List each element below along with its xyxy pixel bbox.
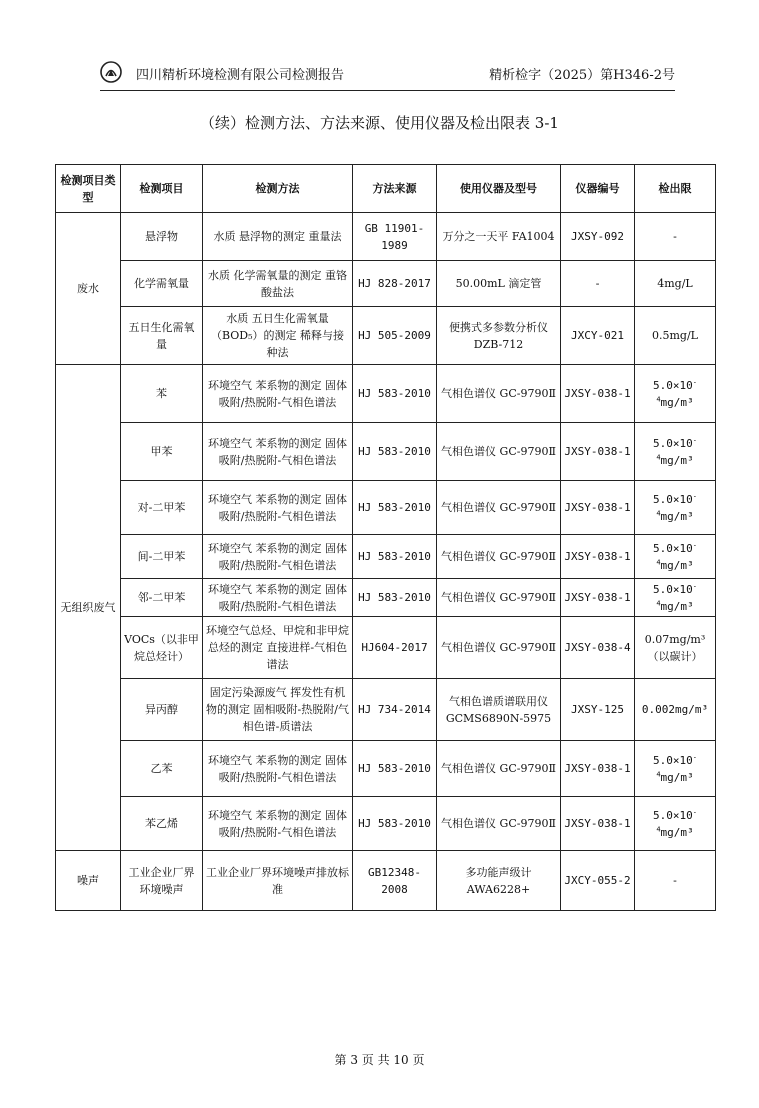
- category-cell: 噪声: [56, 851, 121, 911]
- item-cell: 悬浮物: [121, 213, 203, 261]
- page-number: 第 3 页 共 10 页: [334, 1053, 425, 1067]
- instrument-id-cell: JXSY-038-1: [561, 365, 635, 423]
- instrument-cell: 便携式多参数分析仪 DZB-712: [437, 307, 561, 365]
- instrument-cell: 气相色谱仪 GC-9790Ⅱ: [437, 617, 561, 679]
- limit-cell: [635, 579, 716, 617]
- instrument-id-cell: JXCY-055-2: [561, 851, 635, 911]
- source-cell: HJ604-2017: [353, 617, 437, 679]
- source-cell: HJ 583-2010: [353, 365, 437, 423]
- table-row: [56, 797, 716, 851]
- header-item: 检测项目: [121, 165, 203, 213]
- limit-cell: [635, 535, 716, 579]
- item-cell: VOCs（以非甲烷总烃计）: [121, 617, 203, 679]
- source-cell: HJ 583-2010: [353, 741, 437, 797]
- limit-exponent: -4: [656, 491, 697, 517]
- method-cell: 环境空气 苯系物的测定 固体吸附/热脱附-气相色谱法: [203, 365, 353, 423]
- instrument-id-cell: JXSY-125: [561, 679, 635, 741]
- limit-exponent: -4: [656, 752, 697, 778]
- source-cell: HJ 583-2010: [353, 535, 437, 579]
- limit-unit: mg/m³: [660, 558, 694, 572]
- limit-cell: -: [635, 851, 716, 911]
- instrument-id-cell: JXSY-038-1: [561, 481, 635, 535]
- limit-exponent: -4: [656, 807, 697, 833]
- method-cell: 水质 化学需氧量的测定 重铬酸盐法: [203, 261, 353, 307]
- header-method: 检测方法: [203, 165, 353, 213]
- source-cell: HJ 583-2010: [353, 579, 437, 617]
- item-cell: 异丙醇: [121, 679, 203, 741]
- instrument-id-cell: JXSY-038-1: [561, 535, 635, 579]
- limit-exponent: -4: [656, 581, 697, 607]
- instrument-id-cell: JXCY-021: [561, 307, 635, 365]
- item-cell: 苯乙烯: [121, 797, 203, 851]
- category-cell: 废水: [56, 213, 121, 365]
- table-row: [56, 579, 716, 617]
- instrument-cell: 气相色谱仪 GC-9790Ⅱ: [437, 365, 561, 423]
- header-instrument-id: 仪器编号: [561, 165, 635, 213]
- instrument-cell: 气相色谱仪 GC-9790Ⅱ: [437, 741, 561, 797]
- limit-exponent: -4: [656, 540, 697, 566]
- source-cell: HJ 828-2017: [353, 261, 437, 307]
- limit-base: 5.0×10: [653, 436, 693, 450]
- instrument-cell: 气相色谱仪 GC-9790Ⅱ: [437, 423, 561, 481]
- instrument-cell: 气相色谱仪 GC-9790Ⅱ: [437, 797, 561, 851]
- table-row: [56, 213, 716, 261]
- limit-cell: 0.5mg/L: [635, 307, 716, 365]
- limit-unit: mg/m³: [660, 395, 694, 409]
- item-cell: 甲苯: [121, 423, 203, 481]
- header-limit: 检出限: [635, 165, 716, 213]
- limit-base: 5.0×10: [653, 753, 693, 767]
- limit-cell: [635, 741, 716, 797]
- table-row: [56, 307, 716, 365]
- table-row: [56, 741, 716, 797]
- instrument-id-cell: -: [561, 261, 635, 307]
- method-cell: 环境空气 苯系物的测定 固体吸附/热脱附-气相色谱法: [203, 579, 353, 617]
- limit-unit: mg/m³: [660, 453, 694, 467]
- limit-cell: [635, 797, 716, 851]
- source-cell: HJ 734-2014: [353, 679, 437, 741]
- instrument-cell: 气相色谱仪 GC-9790Ⅱ: [437, 481, 561, 535]
- limit-exponent: -4: [656, 435, 697, 461]
- table-title: （续）检测方法、方法来源、使用仪器及检出限表 3-1: [200, 114, 559, 132]
- limit-base: 5.0×10: [653, 492, 693, 506]
- table-row: [56, 423, 716, 481]
- method-cell: 水质 悬浮物的测定 重量法: [203, 213, 353, 261]
- method-cell: 环境空气总烃、甲烷和非甲烷总烃的测定 直接进样-气相色谱法: [203, 617, 353, 679]
- header-instrument: 使用仪器及型号: [437, 165, 561, 213]
- source-cell: HJ 505-2009: [353, 307, 437, 365]
- method-cell: 水质 五日生化需氧量（BOD₅）的测定 稀释与接种法: [203, 307, 353, 365]
- method-cell: 环境空气 苯系物的测定 固体吸附/热脱附-气相色谱法: [203, 481, 353, 535]
- table-row: [56, 365, 716, 423]
- method-cell: 环境空气 苯系物的测定 固体吸附/热脱附-气相色谱法: [203, 535, 353, 579]
- page-header: [100, 60, 675, 91]
- header-source: 方法来源: [353, 165, 437, 213]
- instrument-id-cell: JXSY-038-1: [561, 579, 635, 617]
- limit-unit: mg/m³: [660, 825, 694, 839]
- instrument-cell: 多功能声级计 AWA6228+: [437, 851, 561, 911]
- instrument-id-cell: JXSY-038-1: [561, 797, 635, 851]
- limit-base: 5.0×10: [653, 378, 693, 392]
- table-row: [56, 617, 716, 679]
- limit-cell: 4mg/L: [635, 261, 716, 307]
- instrument-cell: 气相色谱质谱联用仪 GCMS6890N-5975: [437, 679, 561, 741]
- instrument-id-cell: JXSY-038-1: [561, 423, 635, 481]
- category-cell: 无组织废气: [56, 365, 121, 851]
- limit-unit: mg/m³: [660, 770, 694, 784]
- item-cell: 邻-二甲苯: [121, 579, 203, 617]
- methods-table: [55, 164, 716, 911]
- table-row: [56, 261, 716, 307]
- limit-cell: 0.07mg/m³（以碳计）: [635, 617, 716, 679]
- instrument-id-cell: JXSY-038-4: [561, 617, 635, 679]
- limit-exponent: -4: [656, 377, 697, 403]
- item-cell: 五日生化需氧量: [121, 307, 203, 365]
- header-category: 检测项目类型: [56, 165, 121, 213]
- report-number: 精析检字（2025）第H346-2号: [489, 68, 675, 83]
- table-row: [56, 481, 716, 535]
- source-cell: GB 11901-1989: [353, 213, 437, 261]
- item-cell: 化学需氧量: [121, 261, 203, 307]
- table-row: [56, 851, 716, 911]
- instrument-cell: 50.00mL 滴定管: [437, 261, 561, 307]
- limit-cell: [635, 423, 716, 481]
- method-cell: 工业企业厂界环境噪声排放标准: [203, 851, 353, 911]
- instrument-cell: 气相色谱仪 GC-9790Ⅱ: [437, 579, 561, 617]
- limit-base: 5.0×10: [653, 808, 693, 822]
- item-cell: 乙苯: [121, 741, 203, 797]
- instrument-id-cell: JXSY-092: [561, 213, 635, 261]
- instrument-id-cell: JXSY-038-1: [561, 741, 635, 797]
- source-cell: HJ 583-2010: [353, 423, 437, 481]
- limit-unit: mg/m³: [660, 599, 694, 613]
- item-cell: 间-二甲苯: [121, 535, 203, 579]
- limit-base: 5.0×10: [653, 541, 693, 555]
- source-cell: HJ 583-2010: [353, 797, 437, 851]
- limit-unit: mg/m³: [660, 509, 694, 523]
- method-cell: 环境空气 苯系物的测定 固体吸附/热脱附-气相色谱法: [203, 423, 353, 481]
- method-cell: 固定污染源废气 挥发性有机物的测定 固相吸附-热脱附/气相色谱-质谱法: [203, 679, 353, 741]
- limit-cell: 0.002mg/m³: [635, 679, 716, 741]
- limit-cell: [635, 481, 716, 535]
- table-header-row: [56, 165, 716, 213]
- source-cell: GB12348-2008: [353, 851, 437, 911]
- limit-base: 5.0×10: [653, 582, 693, 596]
- method-cell: 环境空气 苯系物的测定 固体吸附/热脱附-气相色谱法: [203, 797, 353, 851]
- method-cell: 环境空气 苯系物的测定 固体吸附/热脱附-气相色谱法: [203, 741, 353, 797]
- item-cell: 对-二甲苯: [121, 481, 203, 535]
- item-cell: 苯: [121, 365, 203, 423]
- limit-cell: [635, 365, 716, 423]
- instrument-cell: 万分之一天平 FA1004: [437, 213, 561, 261]
- company-logo-icon: [100, 61, 122, 83]
- table-row: [56, 679, 716, 741]
- limit-cell: -: [635, 213, 716, 261]
- table-row: [56, 535, 716, 579]
- company-name: 四川精析环境检测有限公司检测报告: [136, 68, 345, 83]
- item-cell: 工业企业厂界环境噪声: [121, 851, 203, 911]
- instrument-cell: 气相色谱仪 GC-9790Ⅱ: [437, 535, 561, 579]
- source-cell: HJ 583-2010: [353, 481, 437, 535]
